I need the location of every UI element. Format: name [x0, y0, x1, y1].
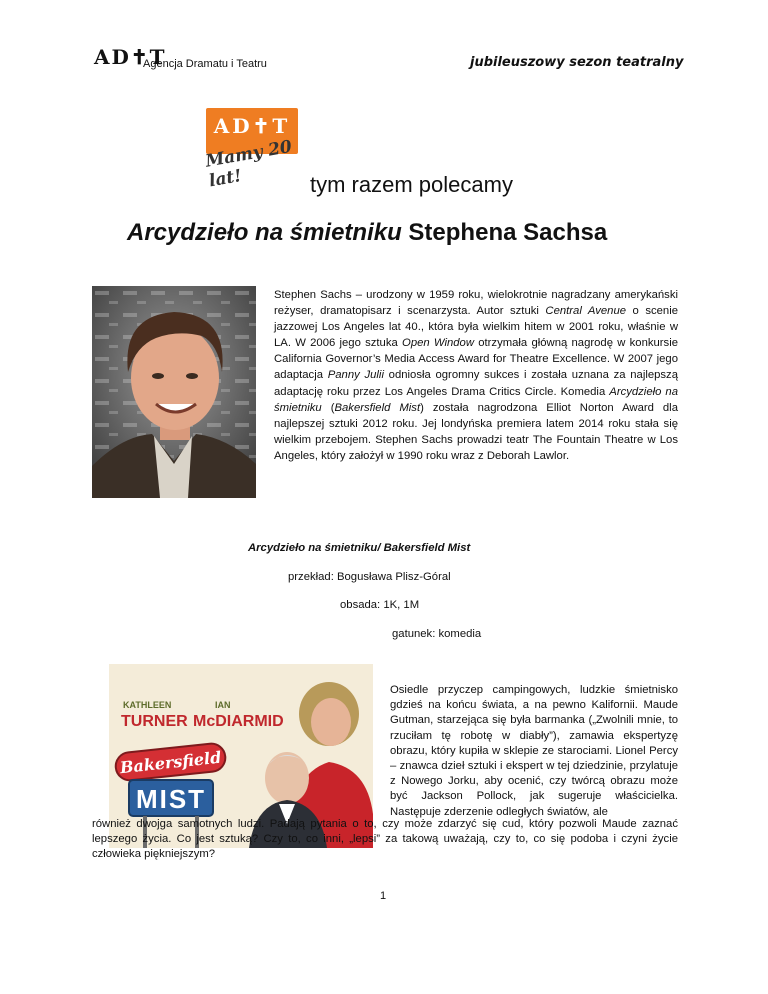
author-bio	[274, 287, 678, 464]
bio-text: o scenie jazzowej Los Angeles lat 40., która była wielkim hitem w 2001 roku, właśnie w LA. W 2006 jego sztuka	[274, 305, 678, 350]
poster-title-top: Bakersfield	[119, 747, 223, 778]
poster-actor2-first: IAN	[215, 700, 231, 710]
intro-subtitle: tym razem polecamy	[310, 172, 513, 197]
page-title	[127, 219, 607, 247]
bio-text: ) została nagrodzona Elliot Norton Award dla najlepszej sztuki 2012 roku. Jej londyńska premiera latem 2014 roku stała się wielkim przebojem. Stephen Sachs prowadzi teatr The Fountain Theatre w Los Angeles, który założył w 1990 roku wraz z Deborah Lawlor.	[274, 401, 678, 462]
bio-text: Stephen Sachs – urodzony w 1959 roku, wielokrotnie nagradzany amerykański reżyser, dramatopisarz i scenarzysta. Autor sztuki	[274, 289, 678, 318]
title-play-name: Arcydzieło na śmietniku	[127, 219, 402, 246]
anniversary-logo	[204, 108, 304, 192]
bio-italic: Panny Julii	[327, 369, 384, 382]
poster-actor1-first: KATHLEEN	[123, 700, 172, 710]
bio-italic: Central Avenue	[545, 305, 627, 318]
play-description: Osiedle przyczep campingowych, ludzkie śmietnisko gdzieś na końcu świata, a na pewno Kalifornii. Maude Gutman, starzejąca się była barmanka („Zwolnili mnie, to rzuciłam tę robotę w diabły”), zamawia ekspertyzę obrazu, który kupiła w sklepie ze starociami. Lionel Percy – znawca dzieł sztuki i ekspert w tej dziedzinie, przylatuje z Nowego Jorku, aby ocenić, czy twórcą obrazu może być Jackson Pollock, jak sugeruje właścicielka. Następuje zderzenie odległych światów, ale	[390, 684, 678, 818]
play-translation: przekład: Bogusława Plisz-Góral	[288, 571, 451, 583]
play-genre: gatunek: komedia	[392, 628, 482, 640]
anniversary-script: Mamy 20 lat!	[204, 136, 294, 192]
author-photo	[92, 286, 256, 498]
play-cast: obsada: 1K, 1M	[340, 599, 420, 611]
anniversary-logo-text: AD✝T	[213, 114, 291, 138]
bio-italic: Bakersfield Mist	[334, 401, 421, 414]
agency-logo: AD✝T	[94, 45, 167, 69]
poster-actor2-last: McDIARMID	[193, 713, 284, 730]
poster-actor1-last: TURNER	[121, 713, 188, 730]
bio-text: (	[321, 401, 335, 414]
play-description-continued: również dwojga samotnych ludzi. Padają pytania o to, czy może zdarzyć się cud, który pozwoli Maude zaznać lepszego życia. Co jest sztuką? Czy to, co inni, „lepsi” za takową uważają, czy to, co się podoba i czyni życie człowieka piękniejszym?	[92, 818, 678, 861]
bio-text: otrzymała główną nagrodę w konkursie California Governor’s Media Access Award for Theatre Excellence. W 2007 jego adaptacja	[274, 337, 678, 382]
agency-name: Agencja Dramatu i Teatru	[143, 58, 267, 70]
bio-italic: Arcydzieło na śmietniku	[274, 385, 679, 414]
page-number: 1	[380, 890, 387, 902]
bio-text: odniosła ogromny sukces i została uznana za najlepszą adaptację roku przez Los Angeles Drama Critics Circle. Komedia	[274, 369, 678, 398]
play-title: Arcydzieło na śmietniku/ Bakersfield Mist	[248, 542, 471, 554]
author-photo-image	[92, 286, 256, 498]
bio-italic: Open Window	[402, 337, 474, 350]
title-author: Stephena Sachsa	[408, 219, 608, 246]
poster-title-bottom: MIST	[135, 784, 207, 814]
season-label: jubileuszowy sezon teatralny	[470, 55, 684, 70]
